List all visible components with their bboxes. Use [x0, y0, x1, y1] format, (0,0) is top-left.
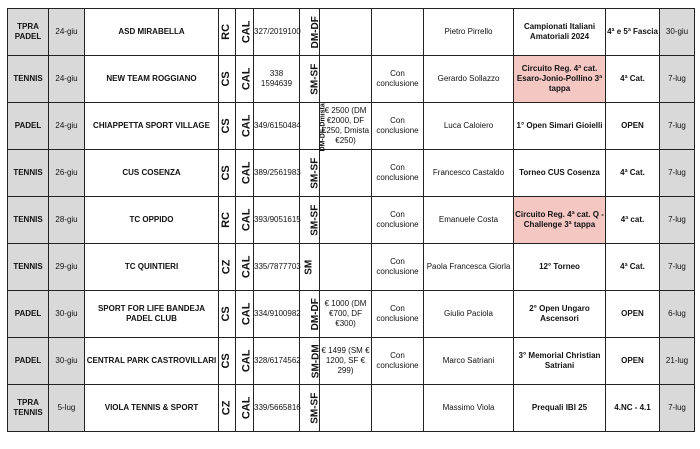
- region-cell-text: CAL: [240, 20, 253, 44]
- category-cell: [300, 338, 320, 385]
- referee-cell: [424, 103, 514, 150]
- start-date-cell: [49, 103, 85, 150]
- tournament-name-cell: [514, 244, 606, 291]
- tournament-name-cell: [514, 9, 606, 56]
- start-date-cell: [49, 56, 85, 103]
- club-name-cell: [85, 9, 219, 56]
- note-cell-text: Con conclusione: [376, 351, 419, 370]
- referee-cell-text: Pietro Pirrello: [444, 27, 493, 36]
- sport-cell-text: TENNIS: [13, 74, 43, 83]
- prize-fee-cell: [320, 385, 372, 432]
- start-date-cell-text: 30-giu: [55, 309, 78, 318]
- region-cell: [236, 291, 254, 338]
- table-row: [8, 291, 695, 338]
- tournament-name-cell-text: Prequali IBI 25: [531, 403, 588, 412]
- referee-cell-text: Francesco Castaldo: [432, 168, 505, 177]
- start-date-cell-text: 26-giu: [55, 168, 78, 177]
- note-cell-text: Con conclusione: [376, 304, 419, 323]
- end-date-cell: [660, 103, 695, 150]
- start-date-cell-text: 24-giu: [55, 121, 78, 130]
- phone-cell-text: 349/6150484: [254, 121, 301, 130]
- category-cell-text: SM-SF: [309, 63, 321, 95]
- level-cell-text: 4ª e 5ª Fascia: [607, 27, 658, 36]
- tournament-name-cell: [514, 291, 606, 338]
- phone-cell: [254, 103, 300, 150]
- club-name-cell: [85, 103, 219, 150]
- club-name-cell: [85, 150, 219, 197]
- region-cell: [236, 197, 254, 244]
- tournament-name-cell: [514, 197, 606, 244]
- start-date-cell-text: 5-lug: [57, 403, 76, 412]
- category-cell: [300, 197, 320, 244]
- end-date-cell-text: 7-lug: [668, 262, 686, 271]
- table-row: [8, 56, 695, 103]
- end-date-cell: [660, 338, 695, 385]
- province-cell: [219, 56, 236, 103]
- end-date-cell-text: 6-lug: [668, 309, 686, 318]
- start-date-cell: [49, 9, 85, 56]
- region-cell-text: CAL: [240, 208, 253, 232]
- prize-fee-cell-text: € 2500 (DM €2000, DF €250, Dmista €250): [321, 106, 370, 145]
- region-cell-text: CAL: [240, 114, 253, 138]
- province-cell-text: CZ: [220, 400, 233, 416]
- end-date-cell-text: 7-lug: [668, 74, 686, 83]
- referee-cell: [424, 150, 514, 197]
- category-cell-text: SM-SF: [309, 392, 321, 424]
- province-cell: [219, 150, 236, 197]
- sport-cell-text: TENNIS: [13, 168, 43, 177]
- sport-cell-text: TENNIS: [13, 215, 43, 224]
- category-cell-text: DM-DF: [309, 15, 321, 49]
- note-cell: [372, 103, 424, 150]
- note-cell-text: Con conclusione: [376, 116, 419, 135]
- start-date-cell-text: 30-giu: [55, 356, 78, 365]
- province-cell: [219, 103, 236, 150]
- start-date-cell: [49, 150, 85, 197]
- category-cell: [300, 102, 327, 152]
- club-name-cell: [85, 244, 219, 291]
- tournament-name-cell-text: 3° Memorial Christian Satriani: [518, 351, 601, 370]
- sport-cell-text: TPRA TENNIS: [13, 398, 43, 417]
- province-cell: [219, 338, 236, 385]
- phone-cell: [254, 150, 300, 197]
- club-name-cell: [85, 197, 219, 244]
- table-row: [8, 150, 695, 197]
- province-cell-text: CS: [220, 165, 233, 181]
- prize-fee-cell: [320, 338, 372, 385]
- end-date-cell-text: 7-lug: [668, 215, 686, 224]
- note-cell-text: Con conclusione: [376, 257, 419, 276]
- start-date-cell-text: 28-giu: [55, 215, 78, 224]
- tournament-name-cell-text: Torneo CUS Cosenza: [519, 168, 600, 177]
- club-name-cell-text: CUS COSENZA: [122, 168, 181, 177]
- region-cell-text: CAL: [240, 161, 253, 185]
- referee-cell-text: Paola Francesca Giorla: [426, 262, 511, 271]
- province-cell-text: RC: [220, 212, 233, 228]
- category-cell: [300, 150, 320, 197]
- province-cell-text: RC: [220, 24, 233, 40]
- start-date-cell: [49, 244, 85, 291]
- level-cell-text: 4ª Cat.: [620, 168, 645, 177]
- phone-cell: [254, 291, 300, 338]
- club-name-cell: [85, 338, 219, 385]
- table-row: [8, 103, 695, 150]
- phone-cell-text: 328/6174562: [254, 356, 301, 365]
- end-date-cell: [660, 197, 695, 244]
- level-cell-text: 4ª Cat.: [620, 74, 645, 83]
- province-cell: [219, 197, 236, 244]
- table-row: [8, 197, 695, 244]
- note-cell-text: Con conclusione: [376, 210, 419, 229]
- club-name-cell-text: CHIAPPETTA SPORT VILLAGE: [93, 121, 210, 130]
- club-name-cell-text: TC OPPIDO: [129, 215, 174, 224]
- referee-cell-text: Massimo Viola: [442, 403, 495, 412]
- note-cell: [372, 385, 424, 432]
- referee-cell-text: Giulio Paciola: [444, 309, 493, 318]
- end-date-cell-text: 7-lug: [668, 168, 686, 177]
- sport-cell-text: PADEL: [14, 356, 42, 365]
- phone-cell: [254, 197, 300, 244]
- sport-cell-text: TPRA PADEL: [14, 22, 42, 41]
- category-cell: [300, 244, 320, 291]
- sport-cell: [8, 291, 49, 338]
- region-cell-text: CAL: [240, 349, 253, 373]
- prize-fee-cell: [320, 56, 372, 103]
- tournament-name-cell-text: 2° Open Ungaro Ascensori: [529, 304, 590, 323]
- level-cell: [606, 9, 660, 56]
- category-cell: [300, 385, 320, 432]
- end-date-cell: [660, 291, 695, 338]
- sport-cell: [8, 244, 49, 291]
- level-cell: [606, 103, 660, 150]
- referee-cell: [424, 244, 514, 291]
- end-date-cell: [660, 56, 695, 103]
- province-cell: [219, 9, 236, 56]
- level-cell: [606, 150, 660, 197]
- tournament-name-cell-text: Circuito Reg. 4ª cat. Q - Challenge 3ª tappa: [515, 210, 604, 229]
- prize-fee-cell: [320, 9, 372, 56]
- tournament-name-cell: [514, 103, 606, 150]
- sport-cell: [8, 150, 49, 197]
- tournament-name-cell-text: 12° Torneo: [539, 262, 580, 271]
- region-cell: [236, 150, 254, 197]
- end-date-cell: [660, 244, 695, 291]
- phone-cell-text: 334/9100982: [254, 309, 301, 318]
- note-cell: [372, 291, 424, 338]
- club-name-cell-text: VIOLA TENNIS & SPORT: [104, 403, 199, 412]
- note-cell-text: Con conclusione: [376, 69, 419, 88]
- club-name-cell: [85, 56, 219, 103]
- level-cell: [606, 244, 660, 291]
- start-date-cell: [49, 197, 85, 244]
- sport-cell: [8, 56, 49, 103]
- end-date-cell: [660, 150, 695, 197]
- start-date-cell-text: 29-giu: [55, 262, 78, 271]
- level-cell: [606, 197, 660, 244]
- note-cell: [372, 56, 424, 103]
- category-cell-text: DM-DF-Dmista: [319, 102, 327, 152]
- tournament-table: [7, 8, 695, 432]
- province-cell-text: CS: [220, 353, 233, 369]
- region-cell-text: CAL: [240, 255, 253, 279]
- prize-fee-cell: [320, 150, 372, 197]
- club-name-cell-text: SPORT FOR LIFE BANDEJA PADEL CLUB: [97, 304, 206, 323]
- sport-cell: [8, 9, 49, 56]
- club-name-cell-text: NEW TEAM ROGGIANO: [106, 74, 197, 83]
- start-date-cell-text: 24-giu: [55, 27, 78, 36]
- start-date-cell-text: 24-giu: [55, 74, 78, 83]
- region-cell-text: CAL: [240, 302, 253, 326]
- tournament-name-cell-text: 1° Open Simari Gioielli: [516, 121, 603, 130]
- tournament-name-cell: [514, 385, 606, 432]
- category-cell: [300, 291, 320, 338]
- level-cell: [606, 56, 660, 103]
- level-cell: [606, 338, 660, 385]
- tournament-name-cell: [514, 338, 606, 385]
- referee-cell-text: Gerardo Sollazzo: [437, 74, 500, 83]
- sport-cell: [8, 103, 49, 150]
- region-cell: [236, 244, 254, 291]
- prize-fee-cell: [320, 197, 372, 244]
- note-cell-text: Con conclusione: [376, 163, 419, 182]
- level-cell-text: OPEN: [621, 356, 644, 365]
- phone-cell: [254, 338, 300, 385]
- region-cell: [236, 9, 254, 56]
- region-cell: [236, 338, 254, 385]
- province-cell-text: CS: [220, 118, 233, 134]
- phone-cell-text: 327/2019100: [254, 27, 301, 36]
- sport-cell-text: PADEL: [14, 309, 42, 318]
- sport-cell-text: PADEL: [14, 121, 42, 130]
- level-cell-text: 4.NC - 4.1: [614, 403, 651, 412]
- level-cell-text: 4ª cat.: [620, 215, 645, 224]
- sport-cell: [8, 338, 49, 385]
- note-cell: [372, 197, 424, 244]
- end-date-cell-text: 30-giu: [665, 27, 689, 36]
- referee-cell-text: Emanuele Costa: [438, 215, 499, 224]
- phone-cell-text: 338 1594639: [260, 69, 293, 88]
- category-cell: [300, 9, 320, 56]
- prize-fee-cell: [320, 291, 372, 338]
- club-name-cell-text: ASD MIRABELLA: [118, 27, 185, 36]
- phone-cell: [254, 244, 300, 291]
- referee-cell: [424, 56, 514, 103]
- prize-fee-cell: [320, 244, 372, 291]
- region-cell: [236, 385, 254, 432]
- table-row: [8, 338, 695, 385]
- region-cell: [236, 56, 254, 103]
- start-date-cell: [49, 291, 85, 338]
- sport-cell: [8, 197, 49, 244]
- phone-cell: [254, 385, 300, 432]
- note-cell: [372, 150, 424, 197]
- prize-fee-cell-text: € 1499 (SM € 1200, SF € 299): [321, 346, 370, 375]
- region-cell-text: CAL: [240, 396, 253, 420]
- province-cell-text: CS: [220, 71, 233, 87]
- category-cell-text: SM-SF: [309, 157, 321, 189]
- phone-cell: [254, 56, 300, 103]
- note-cell: [372, 9, 424, 56]
- referee-cell: [424, 385, 514, 432]
- category-cell: [300, 56, 320, 103]
- level-cell-text: OPEN: [621, 309, 644, 318]
- club-name-cell: [85, 385, 219, 432]
- level-cell: [606, 385, 660, 432]
- referee-cell: [424, 338, 514, 385]
- club-name-cell-text: TC QUINTIERI: [124, 262, 179, 271]
- end-date-cell-text: 7-lug: [668, 403, 686, 412]
- tournament-name-cell-text: Campionati Italiani Amatoriali 2024: [523, 22, 596, 41]
- end-date-cell-text: 21-lug: [665, 356, 689, 365]
- referee-cell-text: Marco Satriani: [442, 356, 495, 365]
- end-date-cell: [660, 9, 695, 56]
- start-date-cell: [49, 338, 85, 385]
- note-cell: [372, 338, 424, 385]
- phone-cell: [254, 9, 300, 56]
- phone-cell-text: 389/2561983: [254, 168, 301, 177]
- level-cell-text: 4ª Cat.: [620, 262, 645, 271]
- region-cell-text: CAL: [240, 67, 253, 91]
- phone-cell-text: 393/9051615: [254, 215, 301, 224]
- phone-cell-text: 339/5665816: [254, 403, 301, 412]
- end-date-cell: [660, 385, 695, 432]
- sport-cell: [8, 385, 49, 432]
- tournament-name-cell: [514, 150, 606, 197]
- table-row: [8, 385, 695, 432]
- province-cell: [219, 244, 236, 291]
- level-cell: [606, 291, 660, 338]
- club-name-cell-text: CENTRAL PARK CASTROVILLARI: [86, 356, 217, 365]
- category-cell-text: SM-DM: [310, 344, 322, 378]
- tournament-name-cell-text: Circuito Reg. 4ª cat. Esaro-Jonio-Pollino 3ª tappa: [516, 64, 603, 93]
- category-cell-text: SM: [303, 259, 315, 275]
- sport-cell-text: TENNIS: [13, 262, 43, 271]
- province-cell-text: CS: [220, 306, 233, 322]
- province-cell: [219, 291, 236, 338]
- end-date-cell-text: 7-lug: [668, 121, 686, 130]
- phone-cell-text: 335/7877703: [254, 262, 301, 271]
- tournament-name-cell: [514, 56, 606, 103]
- note-cell: [372, 244, 424, 291]
- referee-cell: [424, 9, 514, 56]
- level-cell-text: OPEN: [621, 121, 644, 130]
- table-row: [8, 9, 695, 56]
- referee-cell: [424, 291, 514, 338]
- province-cell: [219, 385, 236, 432]
- table-row: [8, 244, 695, 291]
- club-name-cell: [85, 291, 219, 338]
- category-cell-text: DM-DF: [309, 297, 321, 331]
- referee-cell: [424, 197, 514, 244]
- province-cell-text: CZ: [220, 259, 233, 275]
- start-date-cell: [49, 385, 85, 432]
- referee-cell-text: Luca Caloiero: [443, 121, 494, 130]
- category-cell-text: SM-SF: [309, 204, 321, 236]
- region-cell: [236, 103, 254, 150]
- prize-fee-cell-text: € 1000 (DM €700, DF €300): [324, 299, 367, 328]
